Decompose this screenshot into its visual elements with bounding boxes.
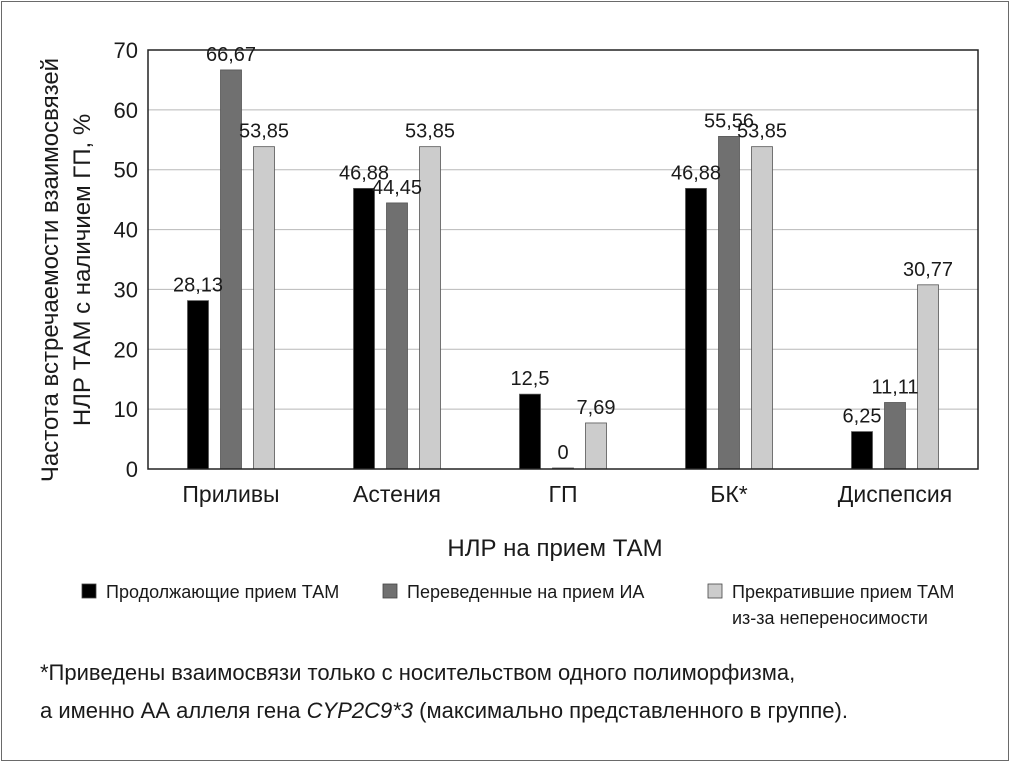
data-label: 28,13 — [172, 274, 224, 297]
y-axis-title-line1: Частота встречаемости взаимосвязей — [37, 57, 64, 483]
legend-label: Переведенные на прием ИА — [407, 582, 645, 602]
data-label: 66,67 — [205, 43, 257, 66]
footnote-line2 — [40, 698, 970, 724]
bar — [387, 203, 408, 469]
data-label: 46,88 — [338, 162, 390, 185]
legend-swatch — [82, 584, 96, 598]
legend — [82, 582, 954, 628]
legend-label: Продолжающие прием ТАМ — [106, 582, 340, 602]
footnote-line1: *Приведены взаимосвязи только с носительством одного полиморфизма, — [40, 660, 796, 685]
category-label: Диспепсия — [837, 481, 953, 507]
bar — [918, 285, 939, 469]
data-label: 7,69 — [576, 396, 616, 419]
data-label: 44,45 — [371, 176, 423, 199]
bar — [520, 394, 541, 469]
legend-label: Прекратившие прием ТАМ — [732, 582, 955, 602]
y-tick-label: 20 — [113, 337, 138, 363]
legend-label: из-за непереносимости — [732, 608, 928, 628]
bar — [719, 136, 740, 469]
y-axis-title-line2: НЛР ТАМ с наличием ГП, % — [69, 113, 96, 427]
y-tick-label: 10 — [113, 397, 138, 423]
bar — [354, 188, 375, 469]
data-label: 53,85 — [238, 120, 290, 143]
category-labels — [182, 481, 952, 507]
footnote-gene-name: CYP2C9*3 — [306, 698, 414, 723]
y-tick-label: 50 — [113, 157, 138, 183]
data-label: 12,5 — [510, 368, 550, 391]
data-label: 30,77 — [902, 258, 954, 281]
y-tick-label: 30 — [113, 277, 138, 303]
footnote-line2-end: (максимально представленного в группе). — [413, 698, 848, 723]
data-label: 6,25 — [842, 405, 882, 428]
footnote-line2-start: а именно АА аллеля гена — [40, 698, 307, 723]
category-label: ГП — [548, 481, 578, 507]
data-label: 0 — [557, 442, 569, 464]
y-tick-label: 0 — [125, 457, 138, 482]
data-label: 46,88 — [670, 162, 722, 185]
data-label: 11,11 — [871, 376, 919, 399]
data-label: 53,85 — [736, 120, 788, 143]
bar — [852, 432, 873, 469]
y-tick-label: 40 — [113, 217, 138, 243]
bar — [420, 147, 441, 469]
bar — [188, 301, 209, 469]
legend-swatch — [383, 584, 397, 598]
bar — [752, 147, 773, 469]
value-labels — [173, 44, 953, 464]
category-label: Астения — [353, 481, 441, 507]
bar — [254, 147, 275, 469]
data-label: 55,56 — [703, 110, 755, 133]
category-label: БК* — [710, 481, 748, 507]
legend-swatch — [708, 584, 722, 598]
bar — [885, 402, 906, 469]
y-tick-label: 60 — [113, 97, 138, 123]
y-tick-labels — [114, 38, 138, 482]
category-label: Приливы — [182, 481, 280, 507]
bar — [686, 188, 707, 469]
data-label: 53,85 — [404, 120, 456, 143]
y-tick-label: 70 — [113, 38, 138, 63]
bar — [586, 423, 607, 469]
x-axis-title: НЛР на прием ТАМ — [447, 535, 663, 562]
